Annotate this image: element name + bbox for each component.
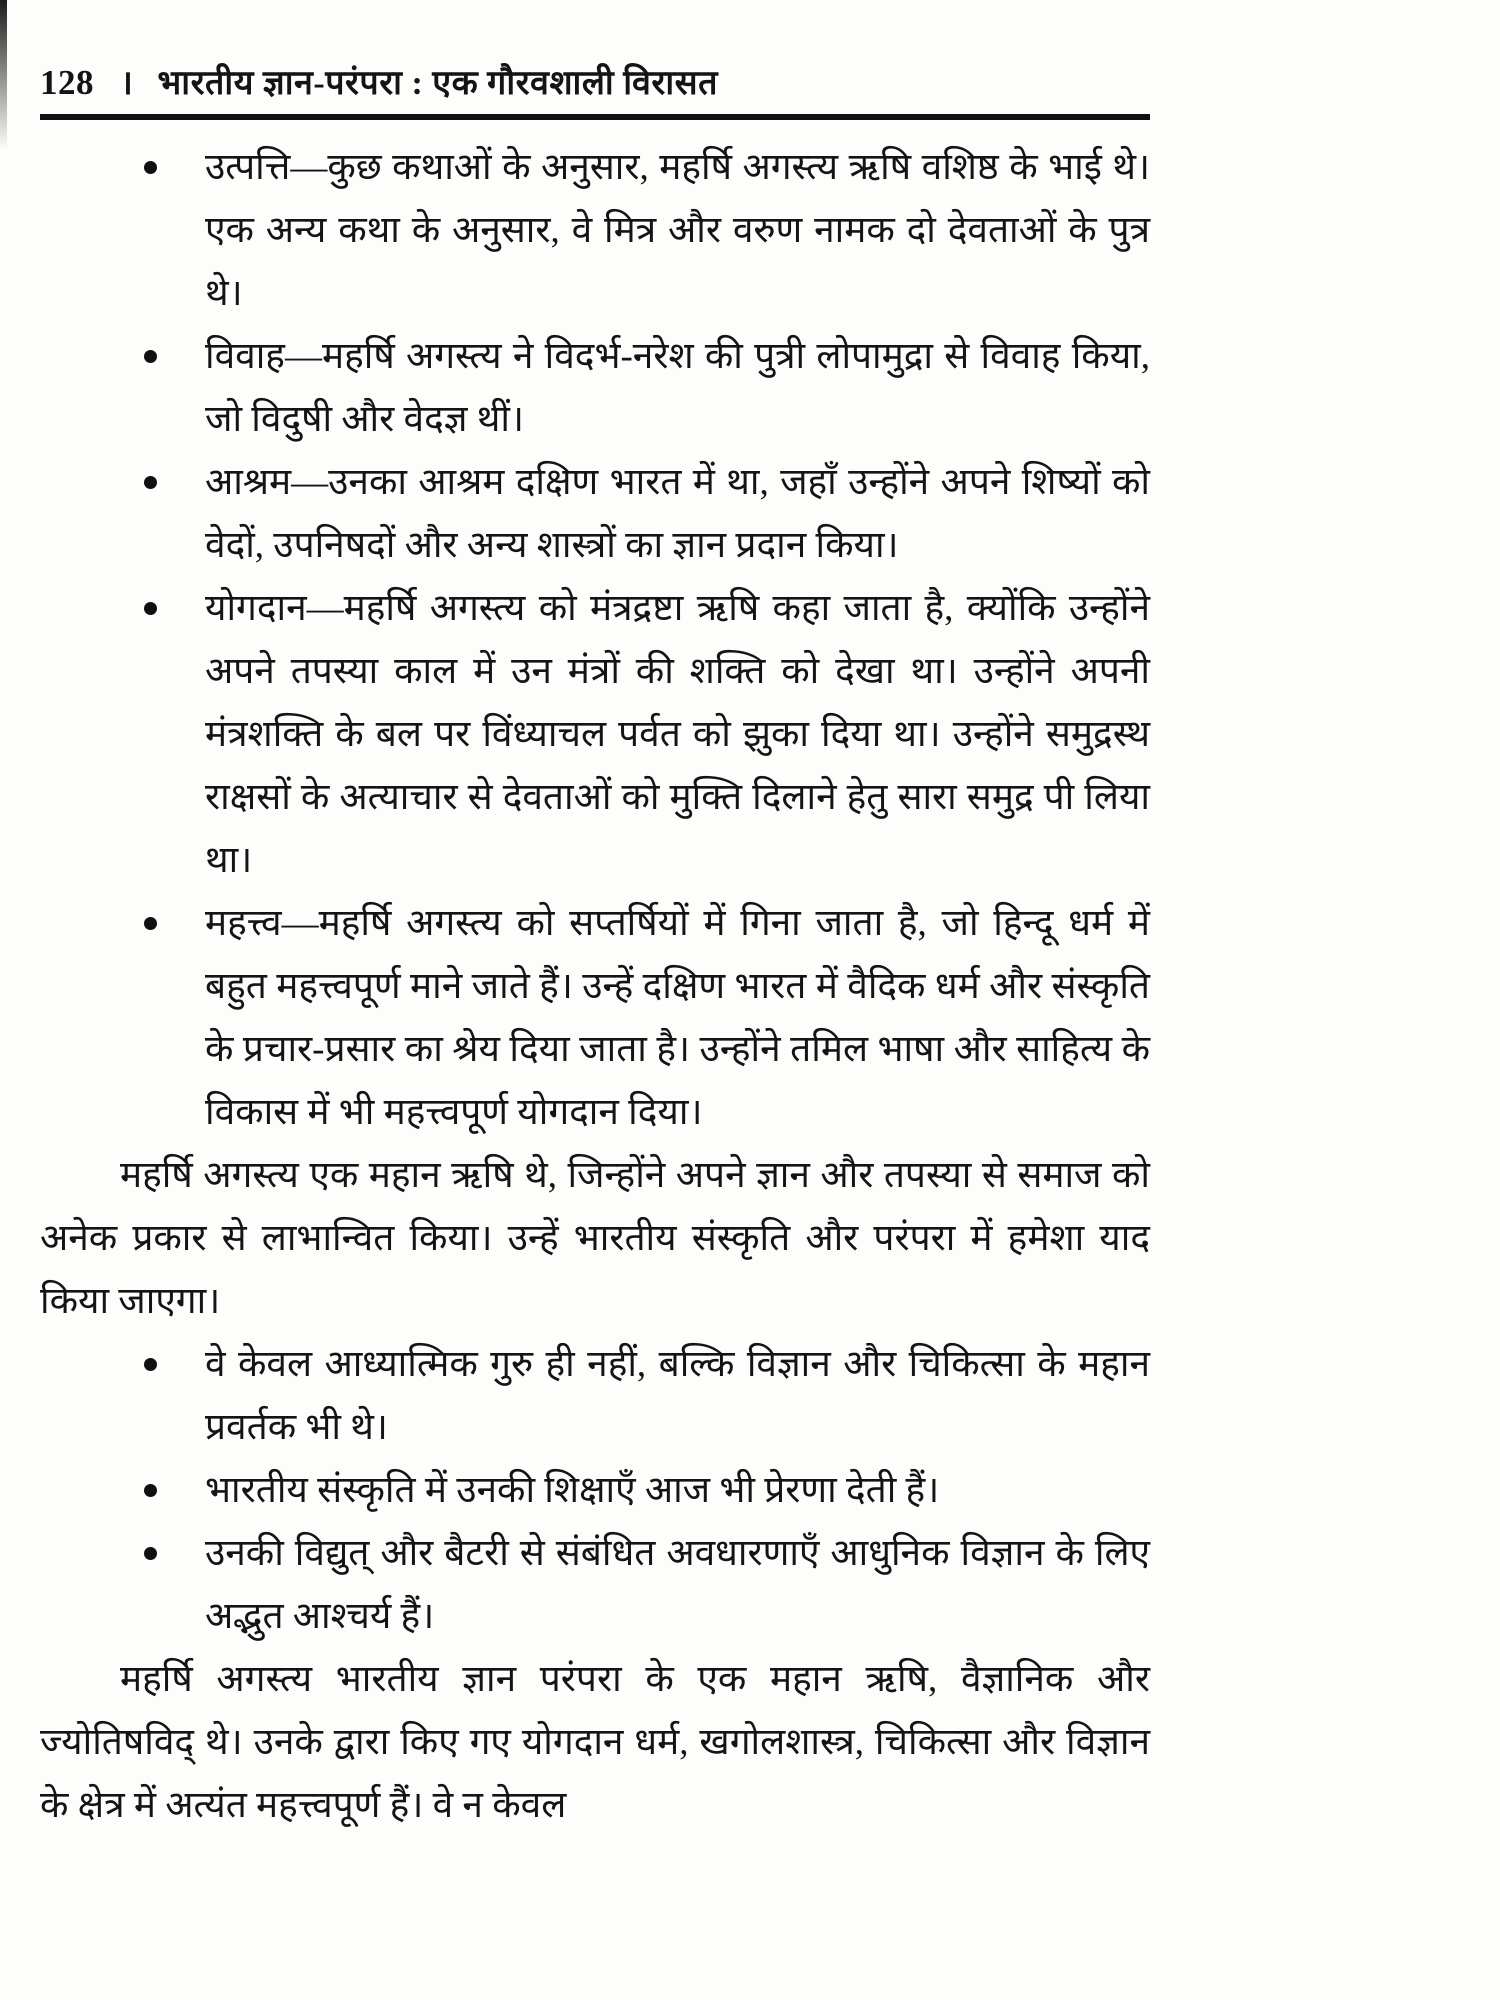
bullet-text: विवाह—महर्षि अगस्त्य ने विदर्भ-नरेश की पुत्री लोपामुद्रा से विवाह किया, जो विदुषी और वेदज्ञ थीं।	[205, 336, 1150, 440]
bullet-text: योगदान—महर्षि अगस्त्य को मंत्रद्रष्टा ऋषि कहा जाता है, क्योंकि उन्होंने अपने तपस्या काल में उन मंत्रों की शक्ति को देखा था। उन्होंने अपनी मंत्रशक्ति के बल पर विंध्याचल पर्वत को झुका दिया था। उन्होंने समुद्रस्थ राक्षसों के अत्याचार से देवताओं को मुक्ति दिलाने हेतु सारा समुद्र पी लिया था।	[205, 588, 1150, 881]
bullet-dot	[144, 917, 157, 930]
page-header	[40, 58, 1150, 104]
header-rule	[40, 114, 1150, 120]
header-separator: ।	[120, 65, 134, 102]
bullet-item	[40, 1459, 1150, 1522]
paragraph: महर्षि अगस्त्य भारतीय ज्ञान परंपरा के एक महान ऋषि, वैज्ञानिक और ज्योतिषविद् थे। उनके द्वारा किए गए योगदान धर्म, खगोलशास्त्र, चिकित्सा और विज्ञान के क्षेत्र में अत्यंत महत्त्वपूर्ण हैं। वे न केवल	[40, 1659, 1150, 1826]
book-title: भारतीय ज्ञान-परंपरा : एक गौरवशाली विरासत	[157, 65, 719, 102]
bullet-text: उनकी विद्युत् और बैटरी से संबंधित अवधारणाएँ आधुनिक विज्ञान के लिए अद्भुत आश्चर्य हैं।	[205, 1533, 1150, 1637]
bullet-dot	[144, 1484, 157, 1497]
bullet-item	[40, 451, 1150, 577]
bullet-dot	[144, 161, 157, 174]
bullet-dot	[144, 350, 157, 363]
bullet-dot	[144, 1547, 157, 1560]
bullet-item	[40, 1333, 1150, 1459]
bullet-text: आश्रम—उनका आश्रम दक्षिण भारत में था, जहाँ उन्होंने अपने शिष्यों को वेदों, उपनिषदों और अन्य शास्त्रों का ज्ञान प्रदान किया।	[205, 462, 1150, 566]
bullet-item	[40, 892, 1150, 1144]
bullet-dot	[144, 1358, 157, 1371]
page-body	[40, 136, 1150, 1837]
bullet-item	[40, 325, 1150, 451]
bullet-item	[40, 1522, 1150, 1648]
paragraph: महर्षि अगस्त्य एक महान ऋषि थे, जिन्होंने अपने ज्ञान और तपस्या से समाज को अनेक प्रकार से लाभान्वित किया। उन्हें भारतीय संस्कृति और परंपरा में हमेशा याद किया जाएगा।	[40, 1155, 1150, 1322]
bullet-dot	[144, 476, 157, 489]
bullet-dot	[144, 602, 157, 615]
scan-artifact	[0, 0, 7, 150]
bullet-text: भारतीय संस्कृति में उनकी शिक्षाएँ आज भी प्रेरणा देती हैं।	[205, 1470, 940, 1511]
bullet-text: वे केवल आध्यात्मिक गुरु ही नहीं, बल्कि विज्ञान और चिकित्सा के महान प्रवर्तक भी थे।	[205, 1344, 1150, 1448]
page-number: 128	[40, 63, 94, 102]
bullet-item	[40, 577, 1150, 892]
bullet-text: उत्पत्ति—कुछ कथाओं के अनुसार, महर्षि अगस्त्य ऋषि वशिष्ठ के भाई थे। एक अन्य कथा के अनुसार, वे मित्र और वरुण नामक दो देवताओं के पुत्र थे।	[205, 147, 1150, 314]
bullet-text: महत्त्व—महर्षि अगस्त्य को सप्तर्षियों में गिना जाता है, जो हिन्दू धर्म में बहुत महत्त्वपूर्ण माने जाते हैं। उन्हें दक्षिण भारत में वैदिक धर्म और संस्कृति के प्रचार-प्रसार का श्रेय दिया जाता है। उन्होंने तमिल भाषा और साहित्य के विकास में भी महत्त्वपूर्ण योगदान दिया।	[205, 903, 1150, 1133]
bullet-item	[40, 136, 1150, 325]
